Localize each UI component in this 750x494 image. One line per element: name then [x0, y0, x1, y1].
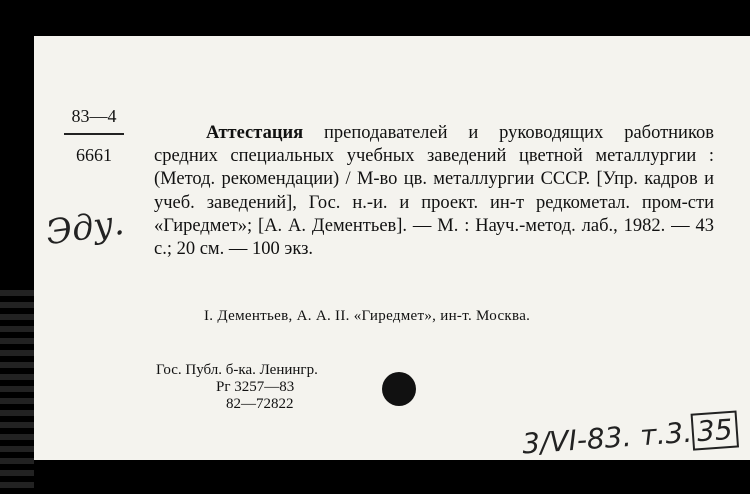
handwritten-mark: Эду.	[43, 202, 127, 254]
scan-border-left	[0, 290, 34, 494]
ink-blot	[382, 372, 416, 406]
shelf-mark-top: 83—4	[64, 106, 124, 135]
shelf-mark-bottom: 6661	[76, 145, 112, 165]
handwritten-date: 3/VI-83. т.3.	[521, 415, 694, 460]
shelf-mark	[64, 106, 124, 166]
library-stamp	[156, 362, 318, 413]
bibliographic-entry	[154, 122, 714, 261]
scan-border-top	[0, 0, 750, 36]
library-number: 82—72822	[226, 396, 294, 412]
handwritten-note	[521, 413, 739, 460]
tracing-line: I. Дементьев, А. А. II. «Гиредмет», ин-т. Москва.	[204, 308, 531, 324]
entry-text: преподавателей и руководящих работников средних специальных учебных заведений цветной металлургии : (Метод. рекомендации) / М-во цв. металлургии СССР. [Упр. кадров и учеб. заведений], Гос. н.-и. и проект. ин-т редкометал. пром-сти «Гиредмет»; [А. А. Дементьев]. — М. : Науч.-метод. лаб., 1982. — 43 с.; 20 см. — 100 экз.	[154, 123, 714, 260]
entry-title: Аттестация	[206, 123, 304, 143]
library-name: Гос. Публ. б-ка. Ленингр.	[156, 362, 318, 378]
catalog-card	[34, 36, 750, 460]
handwritten-boxed-number: 35	[691, 411, 739, 451]
library-code: Рг 3257—83	[216, 379, 295, 395]
